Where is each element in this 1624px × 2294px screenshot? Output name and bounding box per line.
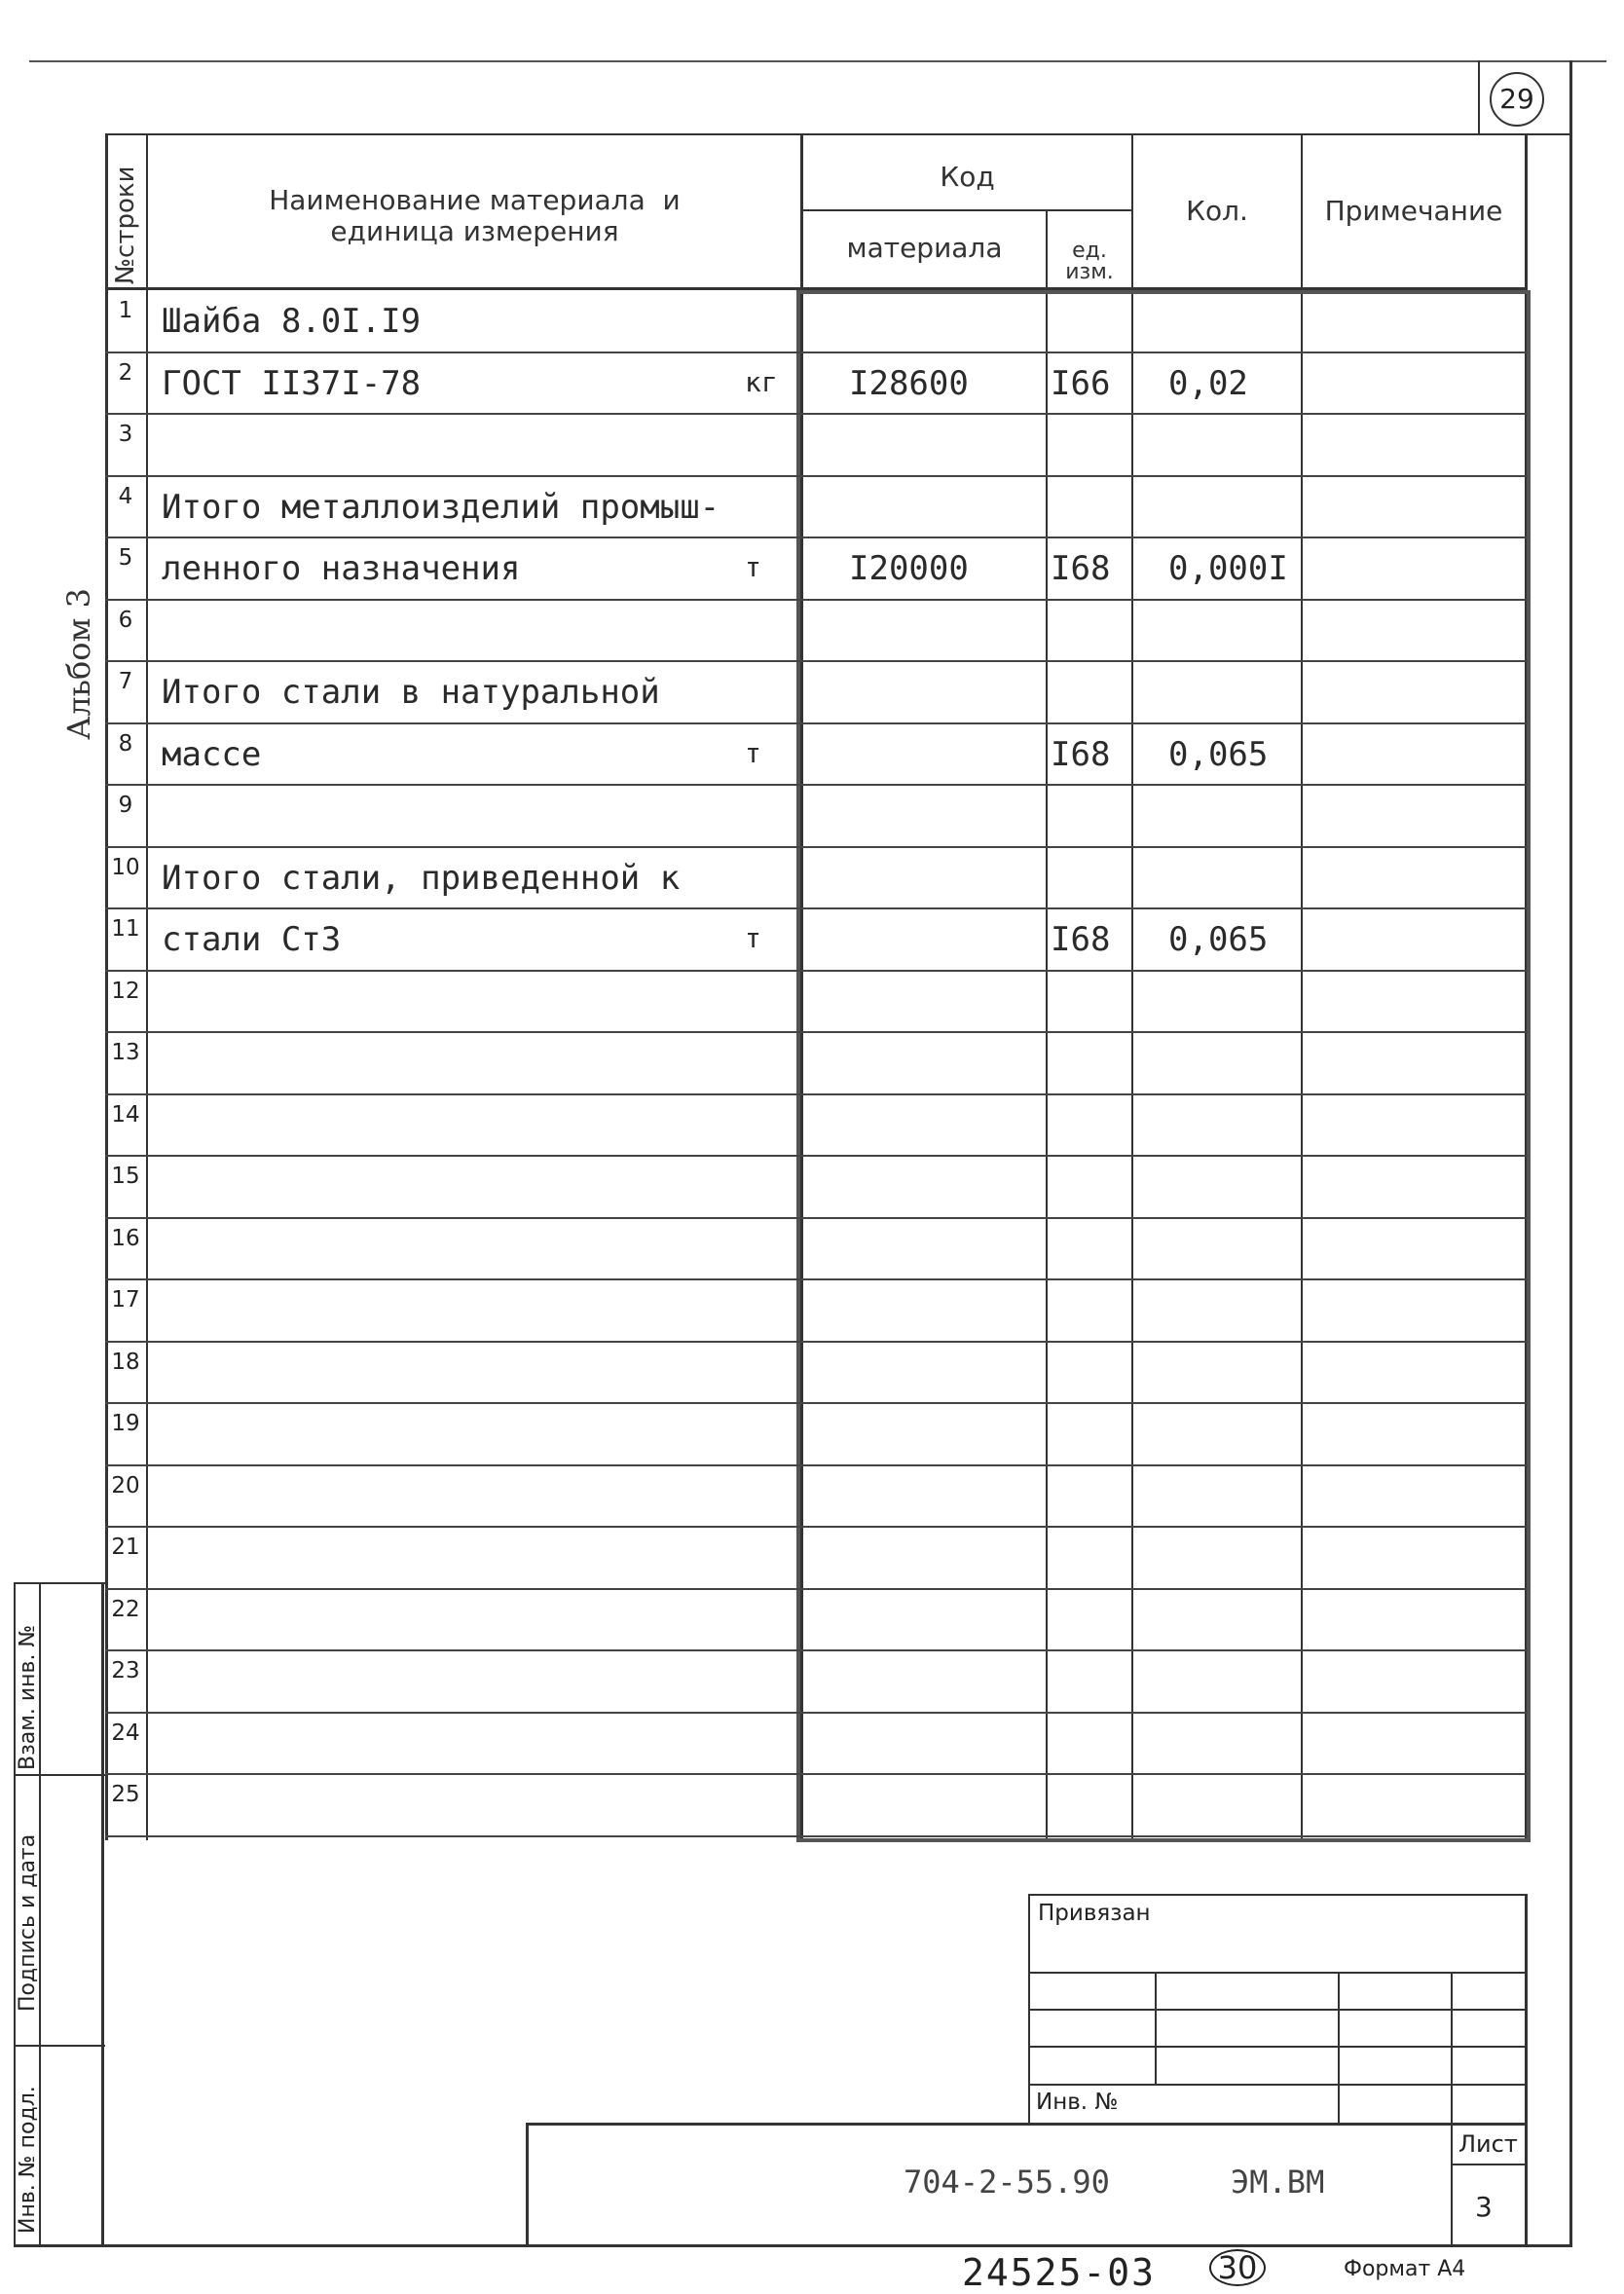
header-material-text: материала: [846, 232, 1003, 264]
table-row: [0, 1342, 1624, 1404]
table-row: [0, 352, 1624, 415]
footer-format: [1344, 2257, 1465, 2281]
row-name: Шайба 8.0I.I9: [162, 302, 422, 341]
row-qty: 0,065: [1168, 920, 1269, 959]
table-row: [0, 290, 1624, 352]
tb-v1: [1155, 1972, 1157, 2084]
row-number: 9: [118, 793, 133, 818]
row-qty: 0,065: [1168, 734, 1269, 774]
row-number: 6: [118, 607, 133, 633]
row-number: 7: [118, 669, 133, 694]
header-code-text: Код: [940, 161, 995, 193]
footer-stamp-number: [962, 2251, 1156, 2294]
tb-doc-code: [904, 2164, 1110, 2201]
stamp-inv-podl-text: Инв. № подл.: [16, 2086, 40, 2234]
tb-sheet-label: [1458, 2130, 1518, 2158]
sheet-number-top: 29: [1499, 83, 1534, 115]
tb-v3: [1451, 1972, 1453, 2246]
row-number: 21: [111, 1535, 140, 1560]
tb-sheet-no-text: 3: [1475, 2191, 1493, 2223]
stamp-vzam: [16, 1625, 40, 1770]
header-line-no-text: №строки: [111, 166, 140, 284]
stamp-h3: [14, 2045, 105, 2047]
tb-inv-no-text: Инв. №: [1036, 2090, 1119, 2115]
row-number: 18: [111, 1349, 140, 1375]
stamp-h1: [14, 1582, 105, 1584]
table-row: [0, 1713, 1624, 1775]
row-unit: т: [745, 736, 761, 769]
row-number: 5: [118, 545, 133, 571]
tb-main-left: [526, 2123, 529, 2246]
table-row: [0, 537, 1624, 600]
stamp-outer-frame: [101, 1582, 104, 2246]
row-name: Итого стали в натуральной: [162, 673, 660, 712]
table-row: [0, 1094, 1624, 1157]
table-row: [0, 1403, 1624, 1465]
tb-sheet-split: [1451, 2164, 1527, 2165]
tb-doc-code-text: 704-2-55.90: [904, 2164, 1110, 2201]
table-row: [0, 476, 1624, 538]
row-number: 25: [111, 1782, 140, 1807]
row-qty: 0,000I: [1168, 549, 1288, 588]
row-number: 22: [111, 1596, 140, 1622]
header-name-line1: Наименование материала и: [269, 184, 681, 216]
row-number: 20: [111, 1472, 140, 1498]
table-row: [0, 847, 1624, 909]
row-name: ГОСТ II37I-78: [162, 363, 422, 403]
row-code: I20000: [849, 549, 969, 588]
tb-main-top: [526, 2123, 1527, 2126]
tb-doc-mark: [1231, 2164, 1324, 2201]
header-unit-code-text: ед. изм.: [1065, 239, 1114, 284]
tb-sheet-no: [1475, 2191, 1493, 2223]
row-number: 12: [111, 978, 140, 1004]
row-number: 3: [118, 422, 133, 447]
row-name: Итого металлоизделий промыш-: [162, 487, 720, 527]
row-unit: т: [745, 551, 761, 583]
row-number: 24: [111, 1720, 140, 1746]
row-number: 23: [111, 1658, 140, 1684]
table-row: [0, 1218, 1624, 1280]
tb-privyazan-text: Привязан: [1038, 1901, 1151, 1926]
footer-format-text: Формат А4: [1344, 2257, 1466, 2281]
table-row: [0, 661, 1624, 723]
row-name: массе: [162, 734, 262, 774]
stamp-vzam-text: Взам. инв. №: [16, 1624, 40, 1770]
row-number: 1: [118, 298, 133, 323]
tb-inv-no: [1036, 2090, 1118, 2115]
stamp-inv-podl: [16, 2086, 40, 2234]
footer-circle: [1209, 2249, 1266, 2286]
footer-stamp-number-text: 24525-03: [962, 2251, 1157, 2294]
row-unit: кг: [745, 365, 778, 398]
table-row: [0, 908, 1624, 971]
table-row: [0, 785, 1624, 847]
table-row: [0, 723, 1624, 786]
table-row: [0, 1465, 1624, 1528]
row-name: Итого стали, приведенной к: [162, 858, 681, 898]
stamp-podpis-text: Подпись и дата: [16, 1833, 40, 2012]
row-number: 2: [118, 359, 133, 386]
row-unit-code: I66: [1051, 363, 1111, 403]
table-row: [0, 414, 1624, 476]
row-unit: т: [745, 922, 761, 954]
row-number: 11: [111, 916, 140, 942]
tb-right: [1525, 1894, 1528, 2246]
row-number: 10: [111, 854, 140, 880]
tb-doc-mark-text: ЭМ.ВМ: [1231, 2164, 1325, 2201]
tb-privyazan: [1038, 1901, 1151, 1926]
header-name-line2: единица измерения: [330, 215, 619, 247]
stamp-podpis: [16, 1834, 40, 2012]
table-row: [0, 1032, 1624, 1094]
header-qty-text: Кол.: [1186, 195, 1248, 227]
row-number: 17: [111, 1287, 140, 1313]
row-name: стали Ст3: [162, 920, 342, 959]
row-number: 19: [111, 1411, 140, 1436]
row-unit-code: I68: [1051, 734, 1111, 774]
footer-circle-text: 30: [1217, 2249, 1258, 2286]
table-row: [0, 1527, 1624, 1589]
row-number: 4: [118, 483, 133, 509]
table-row: [0, 1650, 1624, 1713]
table-row: [0, 971, 1624, 1033]
tb-privyazan-top: [1028, 1894, 1527, 1896]
row-number: 15: [111, 1164, 140, 1189]
row-code: I28600: [849, 363, 969, 403]
album-label-text: Альбом 3: [60, 588, 97, 740]
table-row: [0, 1156, 1624, 1218]
tb-sheet-label-text: Лист: [1458, 2130, 1518, 2158]
table-row: [0, 1589, 1624, 1651]
row-number: 13: [111, 1040, 140, 1065]
row-unit-code: I68: [1051, 549, 1111, 588]
row-qty: 0,02: [1168, 363, 1248, 403]
frame-bottom: [14, 2244, 1572, 2247]
table-row: [0, 600, 1624, 662]
table-row: [0, 1774, 1624, 1836]
stamp-h2: [14, 1774, 105, 1776]
row-unit-code: I68: [1051, 920, 1111, 959]
header-note-text: Примечание: [1324, 195, 1503, 227]
row-number: 16: [111, 1225, 140, 1251]
row-number: 14: [111, 1101, 140, 1128]
table-row: [0, 1279, 1624, 1342]
row-name: ленного назначения: [162, 549, 521, 588]
row-number: 8: [118, 730, 133, 757]
tb-v2: [1338, 1972, 1340, 2123]
